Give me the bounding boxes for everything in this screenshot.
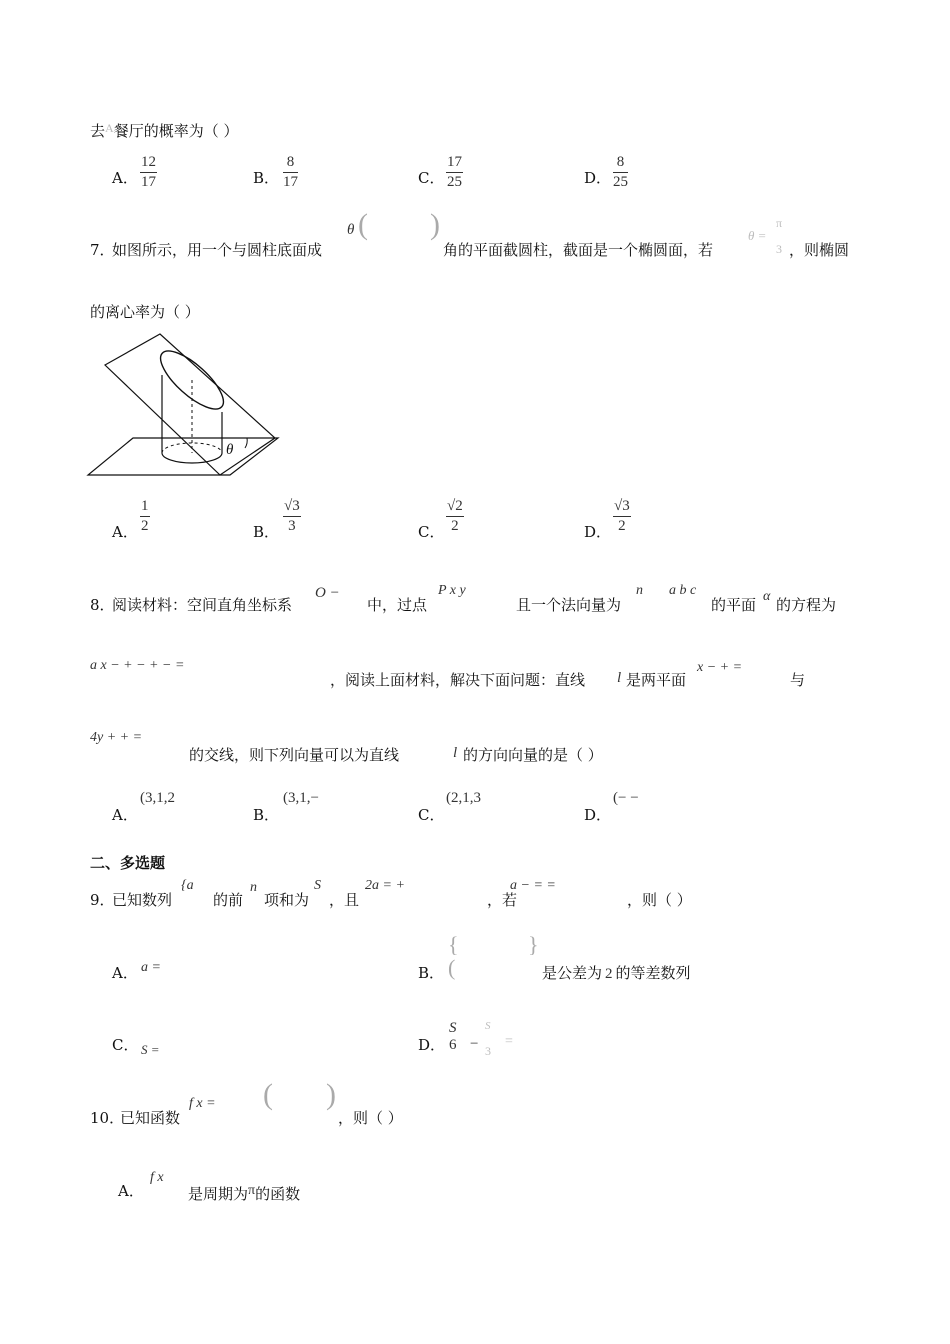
q9-option-d-frac1: S 6: [449, 1020, 457, 1053]
q10-option-a-label: A．: [118, 1182, 144, 1200]
option-d-label: D．: [584, 169, 612, 187]
q9-option-c-math: S =: [141, 1042, 160, 1057]
fraction-denominator: 25: [613, 174, 628, 190]
q9-option-b-brace-left2: (: [448, 955, 456, 980]
q9-text3: 项和为: [264, 891, 310, 909]
q8-option-d-label: D．: [584, 806, 612, 824]
q8-text5: 的方程为: [776, 596, 837, 614]
q9-math1: {a: [181, 878, 194, 893]
cylinder-section-figure: [85, 330, 285, 480]
q6-letter: A: [105, 121, 114, 135]
q8-option-a-vector: (3,1,2: [140, 790, 175, 806]
cutting-plane: [105, 334, 275, 475]
q6-text-after: 餐厅的概率为（ ）: [113, 122, 239, 140]
q7-paren-left: (: [358, 208, 368, 241]
fraction-numerator: √3: [284, 498, 300, 514]
q7-number: 7．: [90, 241, 115, 259]
fraction-numerator: 8: [616, 154, 625, 170]
fraction-numerator: 12: [141, 154, 156, 170]
q9-math5: a − = =: [510, 878, 556, 893]
fraction-numerator: 17: [447, 154, 462, 170]
option-d-fraction: [613, 154, 628, 191]
fraction-denominator: 2: [618, 518, 626, 534]
q7-paren-right: ): [430, 208, 440, 241]
option-a-label: A．: [112, 169, 138, 187]
option-b-fraction: [283, 154, 298, 191]
q10-paren-right: ): [326, 1078, 336, 1111]
q8-math3b: a b c: [669, 583, 697, 598]
q8-text1: 阅读材料：空间直角坐标系: [112, 596, 293, 614]
q9-text5: ，若: [487, 891, 518, 909]
q8-text3: 且一个法向量为: [516, 596, 622, 614]
option-c-fraction: [446, 154, 463, 191]
q9-option-d-eq: =: [505, 1034, 513, 1049]
q10-option-a-text: 是周期为π的函数: [188, 1183, 301, 1203]
section-title: 二、多选题: [90, 854, 166, 872]
option-a-fraction: [140, 154, 157, 191]
q7-condition-lhs: θ =: [748, 228, 767, 243]
q8-equation: a x − + − + − =: [90, 658, 185, 673]
fraction-denominator: 17: [141, 174, 156, 190]
q8-alpha: α: [763, 589, 771, 604]
option-c-label: C．: [418, 169, 445, 187]
q9-math4: 2a = +: [365, 878, 405, 893]
q7-text2: 角的平面截圆柱，截面是一个椭圆面，若: [443, 241, 714, 259]
q9-text1: 已知数列: [112, 891, 173, 909]
q9-option-b-text: 是公差为 2 的等差数列: [542, 964, 691, 982]
q9-option-b-diff: 2: [605, 966, 613, 982]
q8-text6: ，阅读上面材料，解决下面问题：直线: [330, 671, 586, 689]
fraction-numerator: 1: [141, 498, 149, 514]
q8-l2: l: [453, 745, 458, 761]
option-b-label: B．: [253, 169, 280, 187]
q8-math1: O −: [315, 585, 340, 601]
q7-line2: 的离心率为（ ）: [90, 303, 200, 321]
q9-math3: S: [314, 878, 321, 893]
q9-option-c-label: C．: [112, 1036, 139, 1054]
q6-text: 去: [90, 122, 106, 140]
q10-text2: ，则（ ）: [338, 1109, 403, 1127]
q9-text4: ，且: [329, 891, 360, 909]
q10-text1: 已知函数: [120, 1109, 181, 1127]
q10-math1: f x =: [189, 1096, 216, 1111]
q10-option-a-math: f x: [150, 1170, 164, 1185]
q9-option-a-math: a =: [141, 960, 161, 975]
q7-theta: θ: [347, 222, 355, 238]
q8-text10: 的方向向量的是（ ）: [463, 746, 603, 764]
q8-option-d-vector: (− −: [613, 790, 639, 806]
q7-text3: ，则椭圆: [789, 241, 850, 259]
q9-option-b-brace-right: }: [528, 932, 539, 957]
q8-plane1: x − + =: [697, 660, 743, 675]
fraction-denominator: 3: [288, 518, 296, 534]
q9-option-b-brace-left: {: [448, 932, 459, 957]
q7-condition-den: 3: [776, 242, 782, 256]
figure-theta-label: θ: [226, 442, 234, 458]
q9-text6: ，则（ ）: [627, 891, 692, 909]
q7-condition-num: π: [776, 216, 783, 230]
option-a-label: A．: [112, 523, 138, 541]
q8-math3a: n: [636, 583, 643, 598]
q8-text7: 是两平面: [626, 671, 687, 689]
q8-number: 8．: [90, 596, 115, 614]
q8-text4: 的平面: [711, 596, 757, 614]
pi-symbol: π: [248, 1183, 256, 1198]
fraction-numerator: √2: [447, 498, 463, 514]
q8-text8: 与: [790, 671, 806, 689]
q9-option-b-label: B．: [418, 964, 445, 982]
option-b-label: B．: [253, 523, 280, 541]
q8-l1: l: [617, 670, 622, 686]
q7-text1: 如图所示，用一个与圆柱底面成: [112, 241, 323, 259]
option-c-fraction: [446, 498, 464, 535]
fraction-denominator: 2: [141, 518, 149, 534]
q8-text9: 的交线，则下列向量可以为直线: [189, 746, 400, 764]
q10-paren-left: (: [263, 1078, 273, 1111]
fraction-denominator: 17: [283, 174, 298, 190]
q9-math2: n: [250, 880, 257, 895]
option-b-fraction: [283, 498, 301, 535]
option-d-fraction: [613, 498, 631, 535]
q8-option-c-vector: (2,1,3: [446, 790, 481, 806]
q8-option-b-vector: (3,1,−: [283, 790, 319, 806]
q8-option-b-label: B．: [253, 806, 280, 824]
q9-option-a-label: A．: [112, 964, 138, 982]
q8-text2: 中，过点: [367, 596, 428, 614]
q9-option-d-num2: S: [485, 1020, 491, 1032]
q9-option-d-den2: 3: [485, 1044, 491, 1058]
q9-option-d-minus: −: [470, 1036, 479, 1052]
q6-line: [90, 118, 238, 141]
q8-option-c-label: C．: [418, 806, 445, 824]
q9-number: 9．: [90, 891, 115, 909]
q8-math2: P x y: [438, 583, 466, 598]
q9-text2: 的前: [213, 891, 244, 909]
fraction-denominator: 2: [451, 518, 459, 534]
option-d-label: D．: [584, 523, 612, 541]
q8-option-a-label: A．: [112, 806, 138, 824]
option-c-label: C．: [418, 523, 445, 541]
q8-plane2: 4y + + =: [90, 730, 143, 745]
option-a-fraction: [140, 498, 150, 535]
fraction-numerator: 8: [286, 154, 295, 170]
q10-number: 10．: [90, 1109, 125, 1127]
fraction-numerator: √3: [614, 498, 630, 514]
fraction-denominator: 25: [447, 174, 462, 190]
q9-option-d-label: D．: [418, 1036, 446, 1054]
